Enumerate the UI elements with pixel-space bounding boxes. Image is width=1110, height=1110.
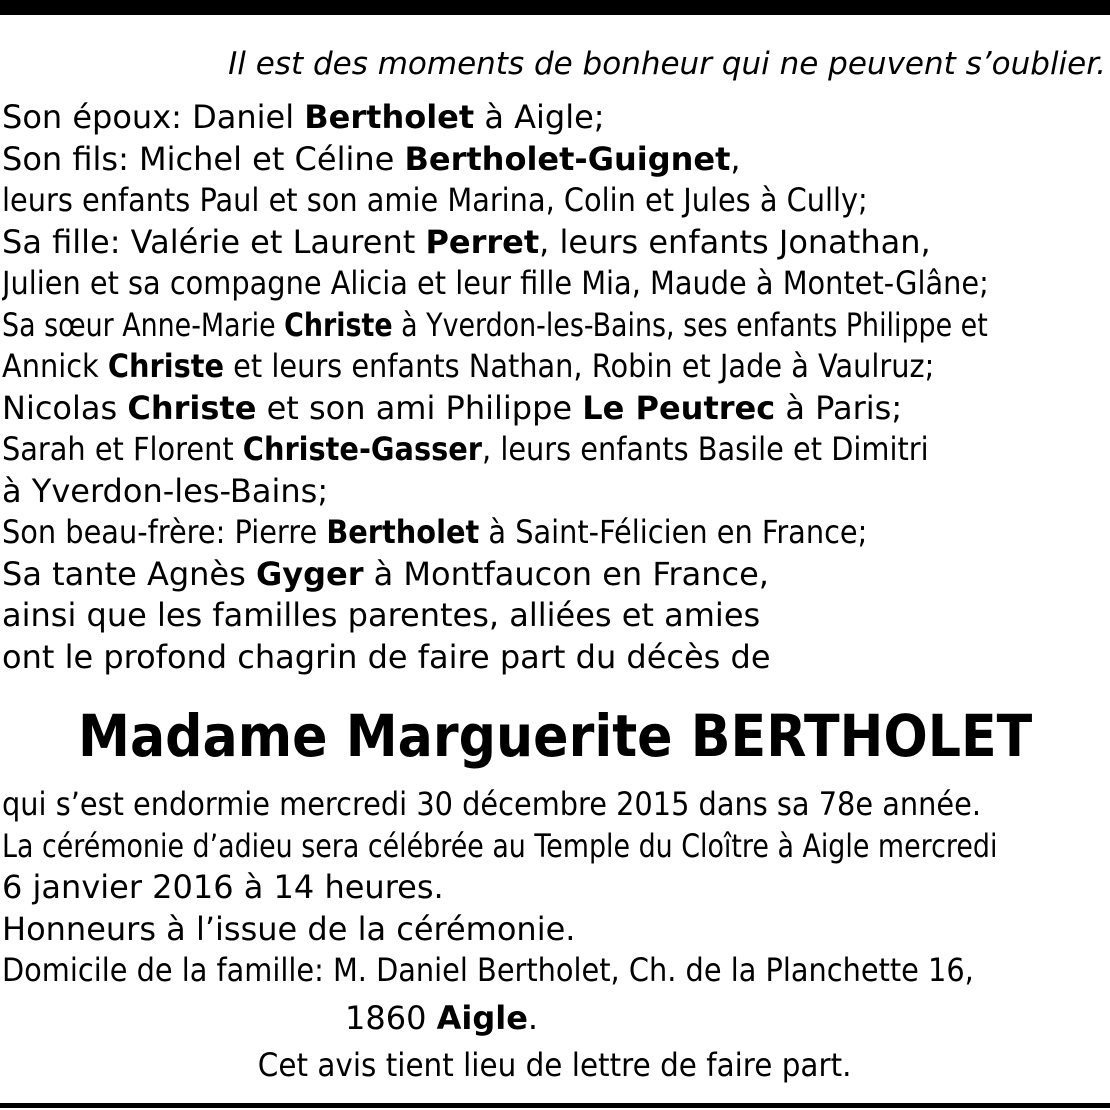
family-text: Son époux: Daniel — [2, 98, 305, 136]
top-rule — [0, 0, 1110, 15]
family-line — [2, 97, 1108, 139]
family-text: Son fils: Michel et Céline — [2, 139, 405, 178]
family-surname: Le Peutrec — [582, 388, 776, 427]
family-surname: Christe — [284, 305, 393, 344]
family-text: ont le profond chagrin de faire part du décès de — [2, 637, 771, 676]
family-line — [2, 388, 1108, 430]
address-postcode: 1860 — [345, 999, 437, 1037]
family-text: à Montfaucon en France, — [363, 554, 769, 593]
family-surname: Gyger — [255, 554, 364, 593]
family-text: à Saint-Félicien en France; — [479, 513, 868, 551]
family-line — [2, 637, 1108, 679]
family-text: Sa fille: Valérie et Laurent — [2, 222, 426, 261]
family-text: à Aigle; — [474, 98, 605, 136]
family-text: Annick — [2, 347, 108, 385]
family-surname: Christe — [107, 347, 225, 385]
family-line — [2, 595, 1108, 637]
family-text: et leurs enfants Nathan, Robin et Jade à Vaulruz; — [224, 347, 935, 385]
family-surname: Bertholet-Guignet — [404, 139, 731, 178]
family-line — [2, 346, 1109, 388]
family-text: leurs enfants Paul et son amie Marina, Colin et Jules à Cully; — [2, 181, 868, 219]
detail-line: qui s’est endormie mercredi 30 décembre 2015 dans sa 78e année. — [2, 785, 981, 823]
detail-line: Domicile de la famille: M. Daniel Bertholet, Ch. de la Planchette 16, — [2, 951, 974, 989]
family-list — [2, 97, 1108, 678]
family-text: , leurs enfants Basile et Dimitri — [482, 430, 929, 468]
family-line — [2, 263, 1109, 305]
family-text: Sa sœur Anne-Marie — [2, 305, 285, 344]
address-city: Aigle — [436, 999, 528, 1037]
family-line — [2, 305, 1110, 347]
family-text: Sarah et Florent — [2, 430, 243, 468]
detail-line: 6 janvier 2016 à 14 heures. — [2, 868, 444, 906]
bottom-rule — [0, 1103, 1110, 1108]
family-line — [2, 429, 1109, 471]
family-line — [2, 512, 1109, 554]
family-text: Nicolas — [2, 388, 128, 427]
address-end: . — [527, 999, 539, 1037]
family-line — [2, 180, 1109, 222]
family-line — [2, 471, 1108, 513]
family-text: Julien et sa compagne Alicia et leur fille Mia, Maude à Montet-Glâne; — [2, 264, 989, 302]
family-surname: Christe-Gasser — [242, 430, 483, 468]
family-text: et son ami Philippe — [256, 388, 583, 427]
detail-line: Honneurs à l’issue de la cérémonie. — [2, 909, 576, 948]
family-text: Son beau-frère: Pierre — [2, 513, 327, 551]
notice-footer-text: Cet avis tient lieu de lettre de faire part. — [258, 1046, 852, 1084]
family-text: Sa tante Agnès — [2, 554, 256, 593]
family-text: , — [730, 139, 741, 178]
detail-line: La cérémonie d’adieu sera célébrée au Temple du Cloître à Aigle mercredi — [2, 826, 998, 865]
family-text: à Paris; — [775, 388, 903, 427]
notice-footer — [0, 1045, 1110, 1087]
family-surname: Bertholet — [304, 98, 475, 136]
family-surname: Christe — [127, 388, 257, 427]
family-text: ainsi que les familles parentes, alliées et amies — [2, 596, 761, 634]
family-text: , leurs enfants Jonathan, — [539, 222, 931, 261]
address-line-2 — [345, 998, 538, 1040]
family-text: à Yverdon-les-Bains, ses enfants Philippe et — [392, 305, 988, 344]
family-line — [2, 554, 1108, 596]
family-surname: Bertholet — [326, 513, 480, 551]
family-line — [2, 139, 1108, 181]
deceased-name-text: Madame Marguerite BERTHOLET — [77, 702, 1033, 770]
motto-quote: Il est des moments de bonheur qui ne peuvent s’oublier. — [228, 46, 1106, 82]
family-text: à Yverdon-les-Bains; — [2, 471, 329, 510]
deceased-name — [0, 694, 1110, 778]
ceremony-details — [2, 784, 1108, 992]
family-surname: Perret — [425, 222, 540, 261]
family-line — [2, 222, 1108, 264]
